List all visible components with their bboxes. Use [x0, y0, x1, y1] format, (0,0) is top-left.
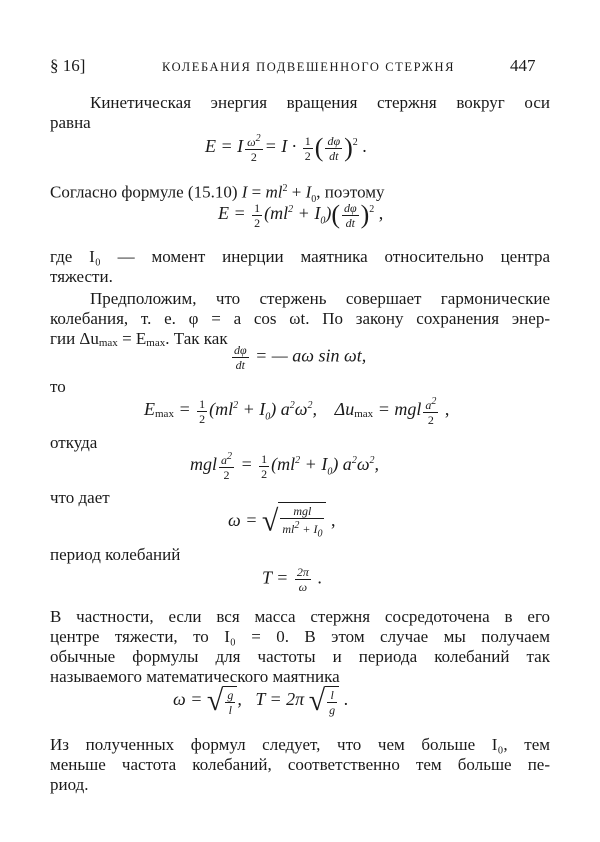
section-marker: § 16]	[50, 56, 86, 75]
paragraph-text: Согласно формуле (15.10)	[50, 182, 238, 202]
equation-kinetic-energy: E = I $\frac{\omega^2}{2}$ = I · $\frac{1}{2}$ ( $\frac{d\varphi}{dt}$ )$^2$ .	[205, 133, 367, 164]
paragraph-line: меньше частота колебаний, соответственно тем больше пе-	[50, 755, 550, 774]
running-title: КОЛЕБАНИЯ ПОДВЕШЕННОГО СТЕРЖНЯ	[162, 60, 456, 74]
paragraph-line: Кинетическая энергия вращения стержня вокруг оси	[90, 93, 550, 112]
subscript-max: max	[354, 408, 374, 421]
paragraph-text: = E	[117, 329, 147, 348]
subscript-max: max	[98, 337, 118, 349]
paragraph-line: колебания, т. е. φ = a cos ωt. По закону сохранения энер-	[50, 309, 550, 328]
equation-period: T = $\frac{2\pi}{\omega}$ .	[262, 565, 322, 594]
paragraph-line: откуда	[50, 433, 98, 452]
equation-angular-velocity: $\frac{d\varphi}{dt}$ = — aω sin ωt,	[234, 343, 367, 372]
subscript-max: max	[146, 337, 166, 349]
equation-energy-balance: mgl $\frac{a^2}{2}$ = $\frac{1}{2}$ $(ml^2 + I_0)$ $a^2\omega^2$,	[190, 451, 380, 482]
page-number: 447	[510, 56, 536, 75]
paragraph-line: период колебаний	[50, 545, 181, 564]
paragraph-line: Из полученных формул следует, что чем больше I₀, тем	[50, 735, 550, 754]
equation-energy-with-inertia: E = $\frac{1}{2}$ $(ml^2 + I_0)$( $\frac{d\varphi}{dt}$ )$^2$ ,	[218, 200, 384, 230]
equation-max-energy: Emax = $\frac{1}{2}$ $(ml^2 + I_0)$ $a^2\omega^2$, Δumax = mgl $\frac{a^2}{2}$ ,	[144, 396, 450, 427]
paragraph-text: гии Δu	[50, 329, 99, 348]
paragraph-line: обычные формулы для частоты и периода колебаний так	[50, 647, 550, 666]
equation-frequency: ω = √ $\frac{\text{mgl}}{ml^2 + I_0}$ ,	[228, 504, 336, 540]
paragraph-line: тяжести.	[50, 267, 113, 286]
paragraph-text: поэтому	[324, 182, 385, 202]
subscript-max: max	[155, 408, 174, 421]
paragraph-line: центре тяжести, то I₀ = 0. В этом случае мы получаем	[50, 627, 550, 646]
paragraph-line: равна	[50, 113, 91, 132]
paragraph-line: Согласно формуле (15.10) $I = ml^2 + I_0$, поэтому	[50, 182, 385, 206]
equation-math-pendulum: ω = √ $\frac{g}{l}$ , T = 2π √ $\frac{l}{g}$ .	[173, 684, 349, 717]
paragraph-line: В частности, если вся масса стержня сосредоточена в его	[50, 607, 550, 626]
paragraph-line: где I₀ — момент инерции маятника относительно центра	[50, 247, 550, 266]
paragraph-line: что дает	[50, 488, 110, 507]
paragraph-line: то	[50, 377, 66, 396]
paragraph-line: Предположим, что стержень совершает гармонические	[90, 289, 550, 308]
paragraph-line: риод.	[50, 775, 89, 794]
paragraph-text: . Так как	[165, 329, 228, 348]
paragraph-line: называемого математического маятника	[50, 667, 340, 686]
